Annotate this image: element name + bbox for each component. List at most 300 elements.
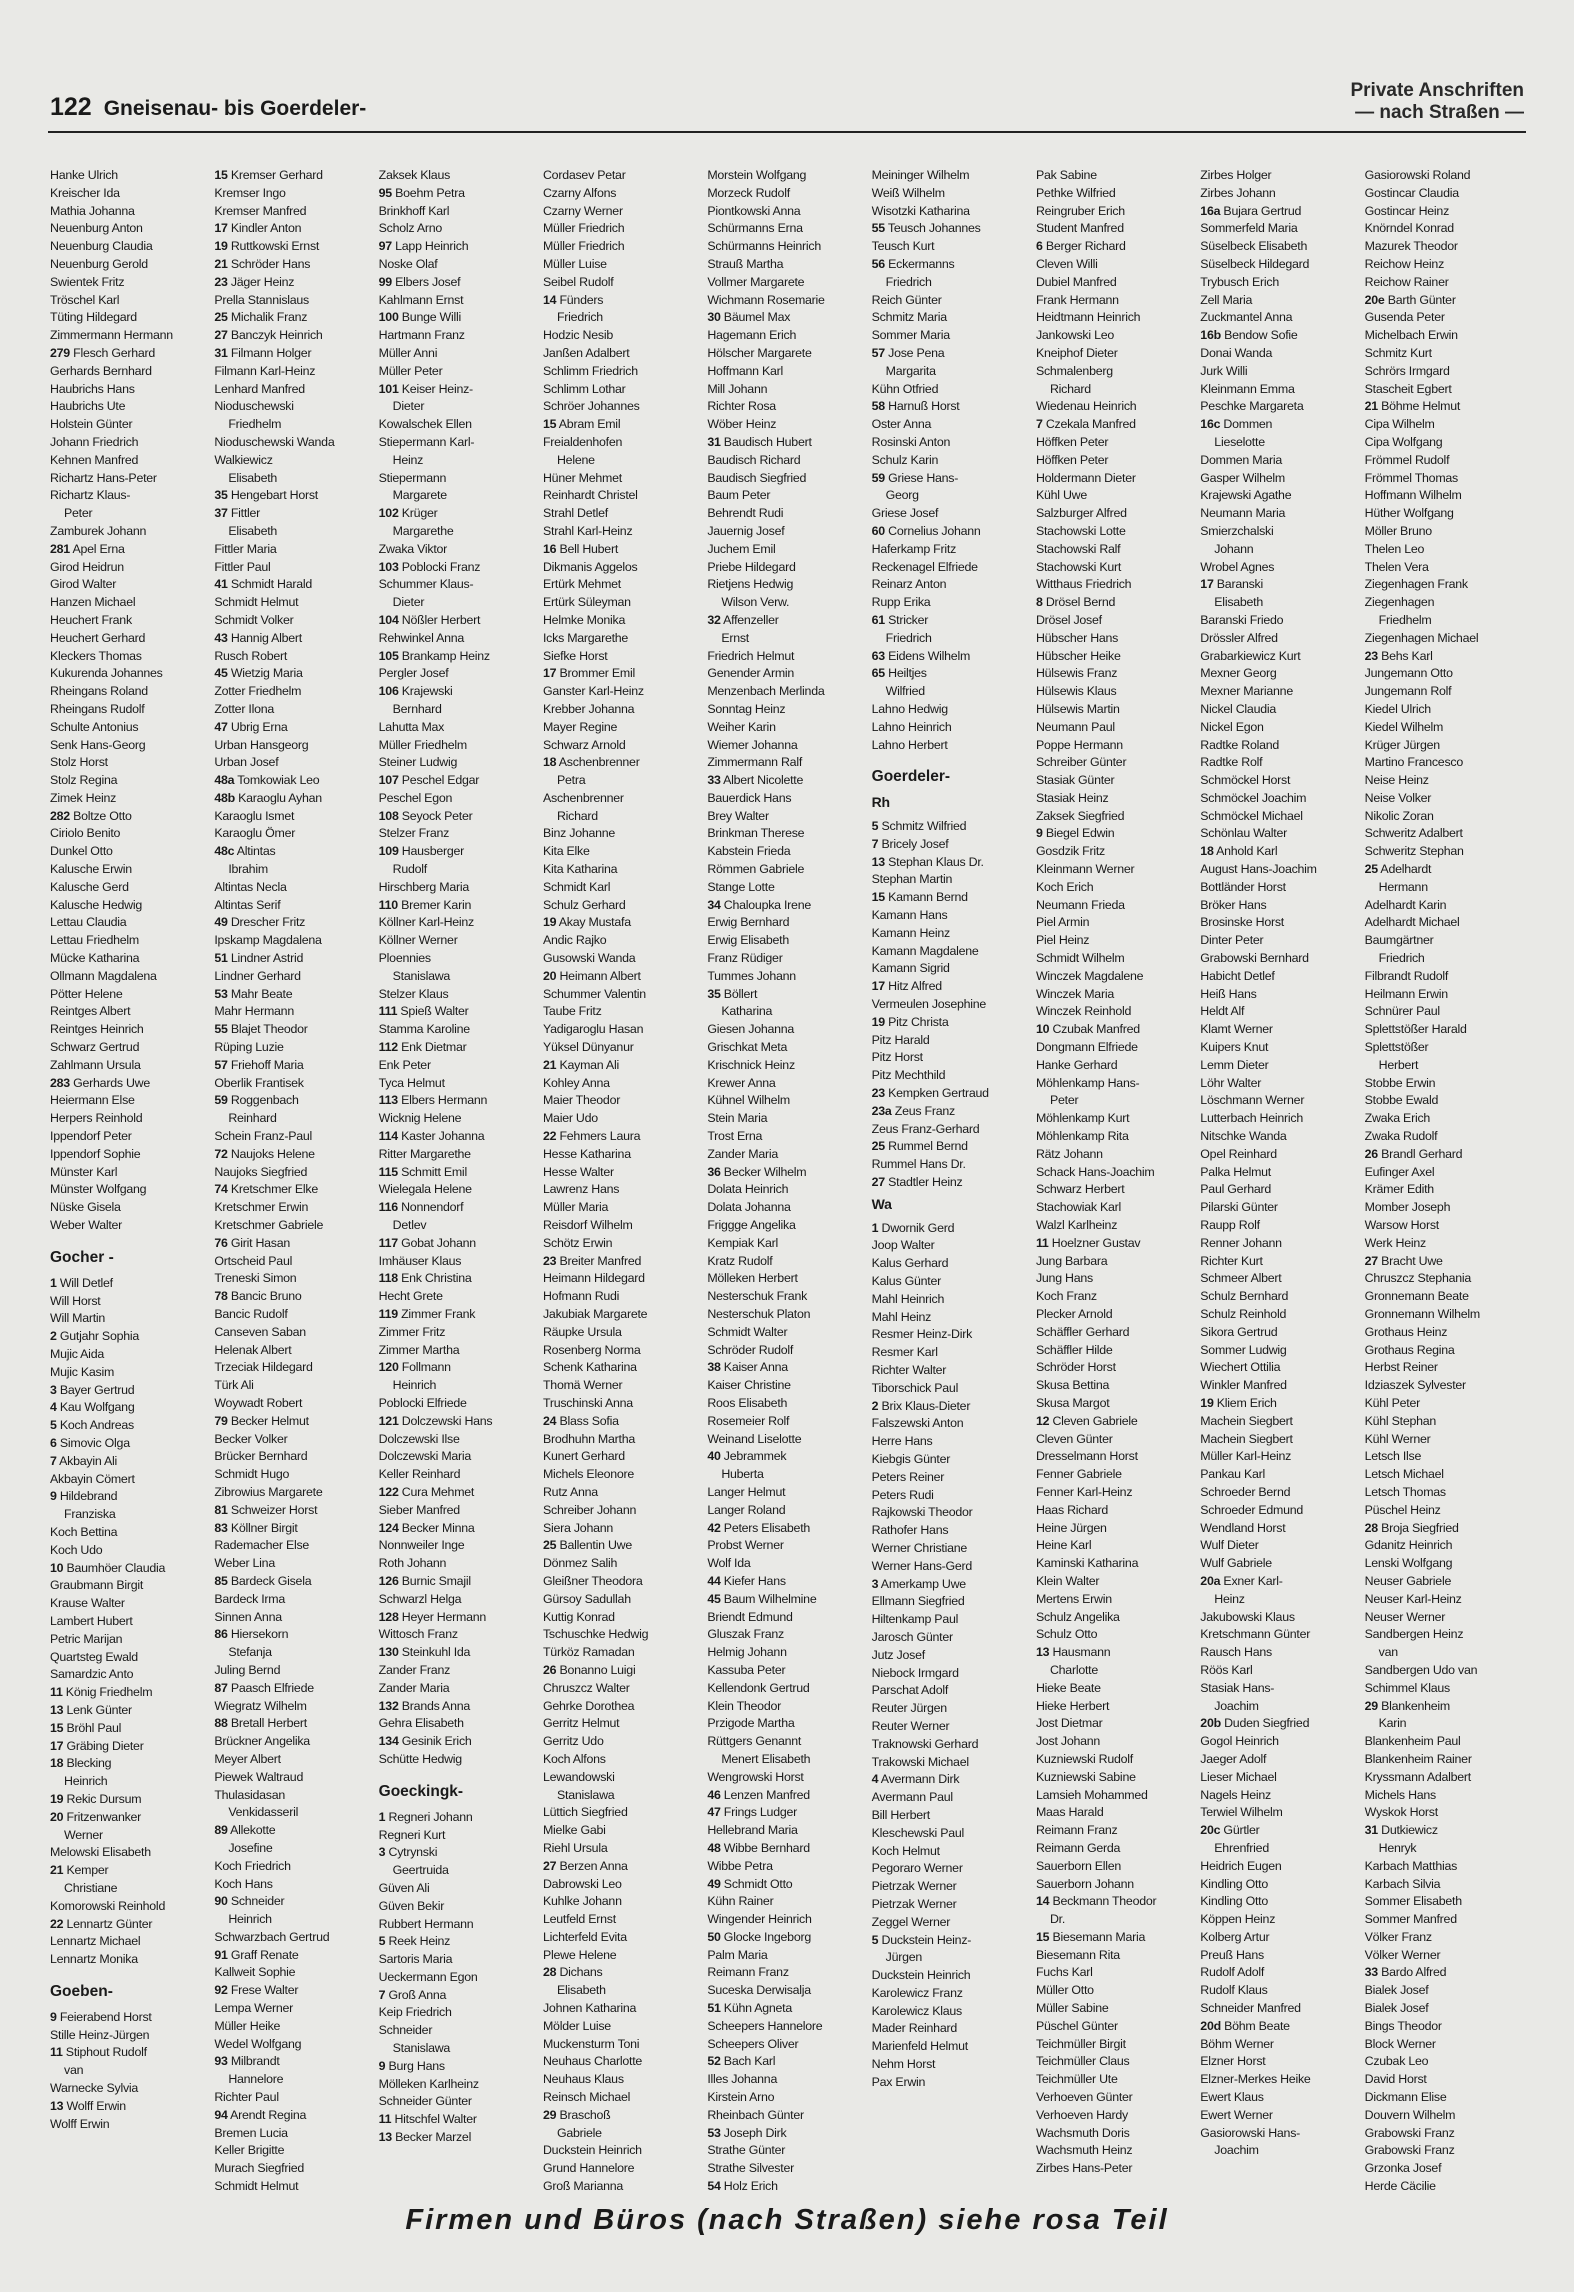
resident-entry: Zotter Ilona — [214, 701, 275, 716]
resident-entry: 72 Naujoks Helene — [214, 1146, 315, 1161]
house-number: 27 — [871, 1175, 885, 1190]
entry-continuation: Friedhelm — [228, 417, 282, 432]
house-number: 19 — [871, 1014, 885, 1029]
resident-entry: Akbayin Cömert — [50, 1471, 135, 1486]
resident-entry: Haubrichs Hans — [50, 381, 135, 396]
resident-entry: Sartoris Maria — [378, 1952, 453, 1967]
house-number: 13 — [871, 854, 885, 869]
resident-entry: Dikmanis Aggelos — [542, 559, 638, 574]
resident-entry: Fenner Karl-Heinz — [1035, 1484, 1133, 1499]
resident-entry: Bings Theodor — [1364, 2018, 1442, 2033]
resident-entry: Douvern Wilhelm — [1364, 2107, 1456, 2122]
resident-entry: Morstein Wolfgang — [707, 168, 807, 182]
house-number: 9 — [50, 2009, 57, 2024]
resident-entry: 18 Blecking — [50, 1756, 112, 1771]
page-number: 122 — [50, 93, 92, 121]
resident-entry: Vollmer Margarete — [707, 274, 805, 289]
house-number: 10 — [50, 1560, 64, 1575]
resident-entry: 2 Brix Klaus-Dieter — [871, 1398, 971, 1413]
resident-entry: Piel Armin — [1035, 915, 1090, 930]
resident-entry: Gleißner Theodora — [542, 1573, 643, 1588]
resident-entry: Schulz Reinhold — [1200, 1307, 1287, 1321]
house-number: 37 — [214, 506, 228, 521]
resident-entry: Mill Johann — [707, 381, 768, 396]
resident-entry: Schneider Günter — [378, 2094, 472, 2109]
resident-entry: Dolczewski Ilse — [378, 1431, 460, 1446]
resident-entry: Rosinski Anton — [871, 434, 951, 449]
resident-entry: Poppe Hermann — [1035, 737, 1123, 752]
resident-entry: Nehm Horst — [871, 2057, 936, 2072]
resident-entry: Schummer Klaus- — [378, 577, 474, 592]
resident-entry: Melowski Elisabeth — [50, 1845, 151, 1860]
resident-entry: Icks Margarethe — [542, 630, 629, 645]
resident-entry: Reich Günter — [871, 292, 942, 307]
resident-entry: Fuchs Karl — [1035, 1965, 1093, 1980]
house-number: 21 — [542, 1057, 557, 1072]
resident-entry: Franz Rüdiger — [707, 951, 783, 966]
resident-entry: 19 Akay Mustafa — [542, 915, 631, 930]
entry-continuation: Geertruida — [392, 1863, 449, 1878]
resident-entry: Gronnemann Wilhelm — [1364, 1307, 1480, 1321]
resident-entry: Machein Siegbert — [1200, 1413, 1293, 1428]
resident-entry: Will Martin — [50, 1311, 106, 1326]
house-number: 1 — [871, 1220, 879, 1235]
resident-entry: 57 Jose Pena — [871, 345, 945, 360]
resident-entry: 19 Pitz Christa — [871, 1014, 949, 1029]
resident-entry: 100 Bunge Willi — [378, 310, 462, 325]
resident-entry: Yadigaroglu Hasan — [542, 1022, 644, 1037]
resident-entry: 11 Stiphout Rudolf — [50, 2045, 147, 2060]
resident-entry: 27 Berzen Anna — [542, 1858, 628, 1873]
resident-entry: 85 Bardeck Gisela — [214, 1573, 312, 1588]
house-number: 30 — [707, 310, 721, 325]
house-number: 20c — [1200, 1823, 1221, 1838]
resident-entry: Jakubowski Klaus — [1200, 1609, 1295, 1624]
resident-entry: Dinter Peter — [1200, 933, 1264, 948]
resident-entry: Kratz Rudolf — [707, 1253, 773, 1268]
resident-entry: Richter Rosa — [707, 399, 776, 414]
house-number: 31 — [707, 434, 721, 449]
resident-entry: 3 Cytrynski — [378, 1845, 438, 1860]
street-heading: Goeckingk- — [378, 1782, 464, 1800]
resident-entry: Schroeder Bernd — [1200, 1484, 1291, 1499]
resident-entry: 16b Bendow Sofie — [1200, 328, 1298, 343]
house-number: 31 — [1364, 1823, 1378, 1838]
resident-entry: Müller Otto — [1035, 1983, 1094, 1998]
house-number: 17 — [1200, 577, 1214, 592]
resident-entry: Heuchert Gerhard — [50, 630, 146, 645]
house-number: 11 — [50, 2045, 63, 2060]
entry-continuation: Rudolf — [392, 862, 427, 877]
resident-entry: Hüther Wolfgang — [1364, 506, 1454, 521]
resident-entry: Jakubiak Margarete — [542, 1307, 648, 1321]
resident-entry: Juling Bernd — [214, 1662, 281, 1677]
entry-continuation: Dieter — [392, 399, 425, 414]
house-number: 7 — [1035, 417, 1043, 432]
resident-entry: 92 Frese Walter — [214, 1983, 299, 1998]
resident-entry: Püschel Günter — [1035, 2018, 1118, 2033]
resident-entry: Schein Franz-Paul — [214, 1129, 313, 1144]
resident-entry: Kneiphof Dieter — [1035, 345, 1118, 360]
resident-entry: Jost Johann — [1035, 1734, 1101, 1749]
resident-entry: Ziegenhagen — [1364, 595, 1435, 610]
resident-entry: 10 Baumhöer Claudia — [50, 1560, 166, 1575]
resident-entry: Lindner Gerhard — [214, 968, 301, 983]
resident-entry: 19 Kliem Erich — [1200, 1395, 1277, 1410]
resident-entry: Schmöckel Michael — [1200, 808, 1303, 823]
resident-entry: Schäffler Hilde — [1035, 1342, 1113, 1357]
resident-entry: Schürmanns Erna — [707, 221, 803, 236]
resident-entry: Sommer Manfred — [1364, 1912, 1457, 1927]
resident-entry: Walzl Karlheinz — [1035, 1218, 1118, 1233]
resident-entry: Langer Roland — [707, 1502, 786, 1517]
resident-entry: Rusch Robert — [214, 648, 288, 663]
resident-entry: Kiedel Ulrich — [1364, 701, 1431, 716]
resident-entry: Avermann Paul — [871, 1790, 953, 1805]
resident-entry: Werner Christiane — [871, 1540, 968, 1555]
resident-entry: Köllner Karl-Heinz — [378, 915, 475, 930]
resident-entry: Koch Bettina — [50, 1524, 118, 1539]
resident-entry: Müller Karl-Heinz — [1200, 1449, 1292, 1464]
house-number: 35 — [214, 488, 228, 503]
house-number: 49 — [214, 915, 228, 930]
resident-entry: 5 Schmitz Wilfried — [871, 819, 967, 834]
resident-entry: Gusenda Peter — [1364, 310, 1445, 325]
resident-entry: 36 Becker Wilhelm — [707, 1164, 807, 1179]
resident-entry: Nitschke Wanda — [1200, 1129, 1287, 1144]
resident-entry: 121 Dolczewski Hans — [378, 1413, 493, 1428]
resident-entry: Jaeger Adolf — [1200, 1751, 1267, 1766]
resident-entry: Süselbeck Hildegard — [1200, 256, 1310, 271]
resident-entry: 126 Burnic Smajil — [378, 1573, 471, 1588]
resident-entry: Müller Friedhelm — [378, 737, 467, 752]
resident-entry: Nesterschuk Platon — [707, 1307, 811, 1321]
resident-entry: Oster Anna — [871, 417, 932, 432]
resident-entry: Duckstein Heinrich — [871, 1968, 971, 1983]
resident-entry: Höffken Peter — [1035, 452, 1109, 467]
resident-entry: 43 Hannig Albert — [214, 630, 302, 645]
house-number: 42 — [707, 1520, 721, 1535]
resident-entry: Kuzniewski Sabine — [1035, 1769, 1136, 1784]
resident-entry: 87 Paasch Elfriede — [214, 1680, 314, 1695]
resident-entry: Hülsewis Martin — [1035, 701, 1120, 716]
house-number: 108 — [378, 808, 399, 823]
resident-entry: 109 Hausberger — [378, 844, 465, 859]
resident-entry: Ploennies — [378, 951, 431, 966]
resident-entry: Mielke Gabi — [542, 1823, 606, 1838]
resident-entry: Bardeck Irma — [214, 1591, 286, 1606]
resident-entry: Oberlik Frantisek — [214, 1075, 304, 1090]
resident-entry: 119 Zimmer Frank — [378, 1307, 476, 1321]
resident-entry: Lemm Dieter — [1200, 1057, 1269, 1072]
resident-entry: Reichow Heinz — [1364, 256, 1445, 271]
resident-entry: 53 Mahr Beate — [214, 986, 293, 1001]
resident-entry: Chruszcz Stephania — [1364, 1271, 1472, 1286]
resident-entry: 27 Bracht Uwe — [1364, 1253, 1443, 1268]
resident-entry: Kleckers Thomas — [50, 648, 142, 663]
resident-entry: Rietjens Hedwig — [707, 577, 794, 592]
resident-entry: Lambert Hubert — [50, 1613, 133, 1628]
resident-entry: Krause Walter — [50, 1596, 125, 1611]
house-number: 49 — [707, 1876, 721, 1891]
resident-entry: Thelen Leo — [1364, 541, 1425, 556]
resident-entry: Reintges Heinrich — [50, 1022, 144, 1037]
resident-entry: 20c Gürtler — [1200, 1823, 1260, 1838]
resident-entry: Kühl Uwe — [1035, 488, 1087, 503]
resident-entry: Stobbe Ewald — [1364, 1093, 1439, 1108]
resident-entry: Raupp Rolf — [1200, 1218, 1260, 1233]
resident-entry: 9 Burg Hans — [378, 2058, 445, 2073]
resident-entry: Sonntag Heinz — [707, 701, 786, 716]
resident-entry: Grothaus Regina — [1364, 1342, 1455, 1357]
resident-entry: Schenk Katharina — [542, 1360, 637, 1375]
resident-entry: Nickel Egon — [1200, 719, 1264, 734]
resident-entry: Donai Wanda — [1200, 345, 1273, 360]
resident-entry: Adelhardt Michael — [1364, 915, 1460, 930]
resident-entry: Neise Volker — [1364, 790, 1432, 805]
entry-continuation: Christiane — [64, 1880, 118, 1895]
resident-entry: Richartz Hans-Peter — [50, 470, 157, 485]
resident-entry: 29 Braschoß — [542, 2107, 611, 2122]
resident-entry: 88 Bretall Herbert — [214, 1716, 307, 1731]
resident-entry: 16a Bujara Gertrud — [1200, 203, 1302, 218]
resident-entry: Richter Walter — [871, 1363, 947, 1377]
resident-entry: 34 Chaloupka Irene — [707, 897, 811, 912]
resident-entry: Kretschmer Gabriele — [214, 1218, 324, 1233]
resident-entry: 60 Cornelius Johann — [871, 523, 981, 538]
resident-entry: Woywadt Robert — [214, 1395, 303, 1410]
resident-entry: Gronnemann Beate — [1364, 1289, 1469, 1304]
resident-entry: Roos Elisabeth — [707, 1395, 788, 1410]
resident-entry: 21 Böhme Helmut — [1364, 399, 1461, 414]
house-number: 47 — [214, 719, 228, 734]
resident-entry: Trakowski Michael — [871, 1754, 969, 1769]
resident-entry: Naujoks Siegfried — [214, 1164, 308, 1179]
resident-entry: Pietrzak Werner — [871, 1896, 957, 1911]
resident-entry: Winczek Magdalene — [1035, 968, 1144, 983]
resident-entry: Grund Hannelore — [542, 2161, 635, 2176]
resident-entry: Canseven Saban — [214, 1324, 306, 1339]
resident-entry: Girod Heidrun — [50, 559, 124, 574]
resident-entry: Wendland Horst — [1200, 1520, 1286, 1535]
resident-entry: Parschat Adolf — [871, 1683, 949, 1698]
house-number: 109 — [378, 844, 399, 859]
resident-entry: Stachowiak Karl — [1035, 1200, 1122, 1215]
house-number: 23 — [214, 274, 228, 289]
resident-entry: 20b Duden Siegfried — [1200, 1716, 1310, 1731]
resident-entry: Idziaszek Sylvester — [1364, 1378, 1466, 1393]
resident-entry: Johann Friedrich — [50, 434, 139, 449]
house-number: 23 — [1364, 648, 1378, 663]
house-number: 44 — [707, 1573, 721, 1588]
resident-entry: 7 Czekala Manfred — [1035, 417, 1136, 432]
resident-entry: Drössler Alfred — [1200, 630, 1278, 645]
house-number: 60 — [871, 523, 885, 538]
resident-entry: Nagels Heinz — [1200, 1787, 1271, 1802]
resident-entry: Zaksek Siegfried — [1035, 808, 1125, 823]
resident-entry: 9 Feierabend Horst — [50, 2009, 152, 2024]
resident-entry: Lahutta Max — [378, 719, 445, 734]
house-number: 13 — [1035, 1645, 1050, 1660]
resident-entry: Czarny Werner — [542, 203, 623, 218]
resident-entry: 4 Kau Wolfgang — [50, 1400, 135, 1415]
resident-entry: Gostincar Heinz — [1364, 203, 1450, 218]
house-number: 20 — [542, 968, 557, 983]
resident-entry: 10 Czubak Manfred — [1035, 1022, 1140, 1037]
house-number: 19 — [542, 915, 557, 930]
entry-continuation: Friedrich — [885, 274, 932, 289]
resident-entry: 47 Ubrig Erna — [214, 719, 288, 734]
resident-entry: Pilarski Günter — [1200, 1200, 1278, 1215]
resident-entry: 27 Banczyk Heinrich — [214, 328, 323, 343]
resident-entry: Lahno Heinrich — [871, 719, 952, 734]
resident-entry: Zimek Heinz — [50, 790, 117, 805]
resident-entry: Friedrich Helmut — [707, 648, 795, 663]
resident-entry: Poblocki Elfriede — [378, 1395, 467, 1410]
address-column — [378, 167, 543, 2145]
resident-entry: Haas Richard — [1035, 1502, 1109, 1517]
resident-entry: Palm Maria — [707, 1947, 768, 1962]
resident-entry: Koch Helmut — [871, 1843, 940, 1858]
resident-entry: Elzner Horst — [1200, 2054, 1266, 2069]
resident-entry: Warsow Horst — [1364, 1218, 1439, 1233]
resident-entry: Paul Gerhard — [1200, 1182, 1271, 1197]
resident-entry: Mexner Marianne — [1200, 684, 1293, 699]
resident-entry: 25 Adelhardt — [1364, 862, 1432, 877]
resident-entry: 83 Köllner Birgit — [214, 1520, 298, 1535]
resident-entry: Hanke Gerhard — [1035, 1057, 1118, 1072]
resident-entry: 33 Albert Nicolette — [707, 773, 804, 788]
resident-entry: Grabowski Franz — [1364, 2143, 1455, 2158]
resident-entry: Baudisch Siegfried — [707, 470, 807, 485]
resident-entry: 52 Bach Karl — [707, 2054, 776, 2069]
resident-entry: Peschel Egon — [378, 790, 453, 805]
resident-entry: 21 Kayman Ali — [542, 1057, 619, 1072]
resident-entry: Kalusche Erwin — [50, 862, 132, 877]
entry-continuation: Peter — [1049, 1093, 1079, 1108]
resident-entry: Mertens Erwin — [1035, 1591, 1112, 1606]
resident-entry: 3 Bayer Gertrud — [50, 1382, 135, 1397]
resident-entry: Schröder Rudolf — [707, 1342, 794, 1357]
resident-entry: 86 Hiersekorn — [214, 1627, 289, 1642]
resident-entry: Schmidt Volker — [214, 612, 294, 627]
street-heading: Goeben- — [50, 1982, 113, 2000]
resident-entry: 7 Bricely Josef — [871, 836, 949, 851]
resident-entry: 111 Spieß Walter — [378, 1004, 469, 1019]
resident-entry: Kamann Magdalene — [871, 943, 979, 958]
resident-entry: Wachsmuth Doris — [1035, 2125, 1130, 2140]
resident-entry: Aschenbrenner — [542, 790, 624, 805]
resident-entry: Lamsieh Mohammed — [1035, 1787, 1148, 1802]
resident-entry: Ippendorf Sophie — [50, 1146, 141, 1161]
resident-entry: Stobbe Erwin — [1364, 1075, 1436, 1090]
resident-entry: Scheepers Oliver — [707, 2036, 799, 2051]
house-number: 76 — [214, 1235, 228, 1250]
resident-entry: Tschuschke Hedwig — [542, 1627, 649, 1642]
resident-entry: Skusa Margot — [1035, 1395, 1110, 1410]
resident-entry: Möhlenkamp Hans- — [1035, 1075, 1140, 1090]
resident-entry: Kryssmann Adalbert — [1364, 1769, 1472, 1784]
resident-entry: Trybusch Erich — [1200, 274, 1279, 289]
resident-entry: 2 Gutjahr Sophia — [50, 1329, 140, 1344]
resident-entry: Krämer Edith — [1364, 1182, 1434, 1197]
resident-entry: Höffken Peter — [1035, 434, 1109, 449]
resident-entry: Nonnweiler Inge — [378, 1538, 465, 1553]
resident-entry: 17 Baranski — [1200, 577, 1263, 592]
resident-entry: 55 Teusch Johannes — [871, 221, 981, 236]
house-number: 58 — [871, 399, 885, 414]
resident-entry: Pitz Horst — [871, 1050, 923, 1065]
resident-entry: 20e Barth Günter — [1364, 292, 1456, 307]
resident-entry: Janßen Adalbert — [542, 345, 630, 360]
resident-entry: Zotter Friedhelm — [214, 684, 302, 699]
resident-entry: Lüttich Siegfried — [542, 1805, 628, 1820]
house-number: 16b — [1200, 328, 1221, 343]
resident-entry: Müller Friedrich — [542, 239, 625, 254]
house-number: 119 — [378, 1307, 398, 1321]
resident-entry: 61 Stricker — [871, 612, 929, 627]
resident-entry: 65 Heiltjes — [871, 666, 927, 681]
resident-entry: Helmke Monika — [542, 612, 626, 627]
resident-entry: 53 Joseph Dirk — [707, 2125, 787, 2140]
resident-entry: 105 Brankamp Heinz — [378, 648, 490, 663]
resident-entry: Winczek Maria — [1035, 986, 1114, 1001]
house-number: 19 — [1200, 1395, 1214, 1410]
resident-entry: 30 Bäumel Max — [707, 310, 791, 325]
resident-entry: Tyca Helmut — [378, 1075, 445, 1090]
resident-entry: Kühl Werner — [1364, 1431, 1431, 1446]
resident-entry: 17 Gräbing Dieter — [50, 1738, 144, 1753]
resident-entry: Zirbes Hans-Peter — [1035, 2161, 1133, 2176]
resident-entry: Walkiewicz — [214, 452, 273, 467]
house-number: 85 — [214, 1573, 228, 1588]
resident-entry: Przigode Martha — [707, 1716, 795, 1731]
resident-entry: Imhäuser Klaus — [378, 1253, 462, 1268]
resident-entry: Lennartz Michael — [50, 1934, 141, 1949]
house-number: 55 — [871, 221, 885, 236]
resident-entry: Preuß Hans — [1200, 1947, 1264, 1962]
resident-entry: Michels Eleonore — [542, 1467, 635, 1482]
resident-entry: Stille Heinz-Jürgen — [50, 2027, 150, 2042]
resident-entry: Sandbergen Udo van — [1364, 1662, 1478, 1677]
resident-entry: Zimmermann Hermann — [50, 328, 173, 343]
resident-entry: Rüping Luzie — [214, 1040, 284, 1055]
resident-entry: Stange Lotte — [707, 879, 775, 894]
house-number: 100 — [378, 310, 399, 325]
resident-entry: Mahr Hermann — [214, 1004, 294, 1019]
resident-entry: Kremser Ingo — [214, 185, 286, 200]
resident-entry: Dolata Johanna — [707, 1200, 791, 1215]
resident-entry: Groß Marianna — [542, 2179, 624, 2194]
resident-entry: Lenski Wolfgang — [1364, 1556, 1453, 1571]
resident-entry: Grzonka Josef — [1364, 2161, 1442, 2176]
house-number: 22 — [50, 1916, 64, 1931]
entry-continuation: Wilson Verw. — [721, 595, 790, 610]
resident-entry: Wicknig Helene — [378, 1111, 462, 1126]
resident-entry: Kallweit Sophie — [214, 1965, 296, 1980]
resident-entry: Gehrke Dorothea — [542, 1698, 635, 1713]
resident-entry: Lenhard Manfred — [214, 381, 305, 396]
resident-entry: Genender Armin — [707, 666, 795, 681]
resident-entry: Scheepers Hannelore — [707, 2018, 823, 2033]
entry-continuation: Margarita — [885, 363, 936, 378]
resident-entry: 115 Schmitt Emil — [378, 1164, 467, 1179]
resident-entry: Nüske Gisela — [50, 1200, 121, 1215]
resident-entry: 15 Bröhl Paul — [50, 1720, 122, 1735]
resident-entry: Rupp Erika — [871, 595, 931, 610]
resident-entry: Lutterbach Heinrich — [1200, 1111, 1303, 1126]
resident-entry: Schlimm Lothar — [542, 381, 626, 396]
